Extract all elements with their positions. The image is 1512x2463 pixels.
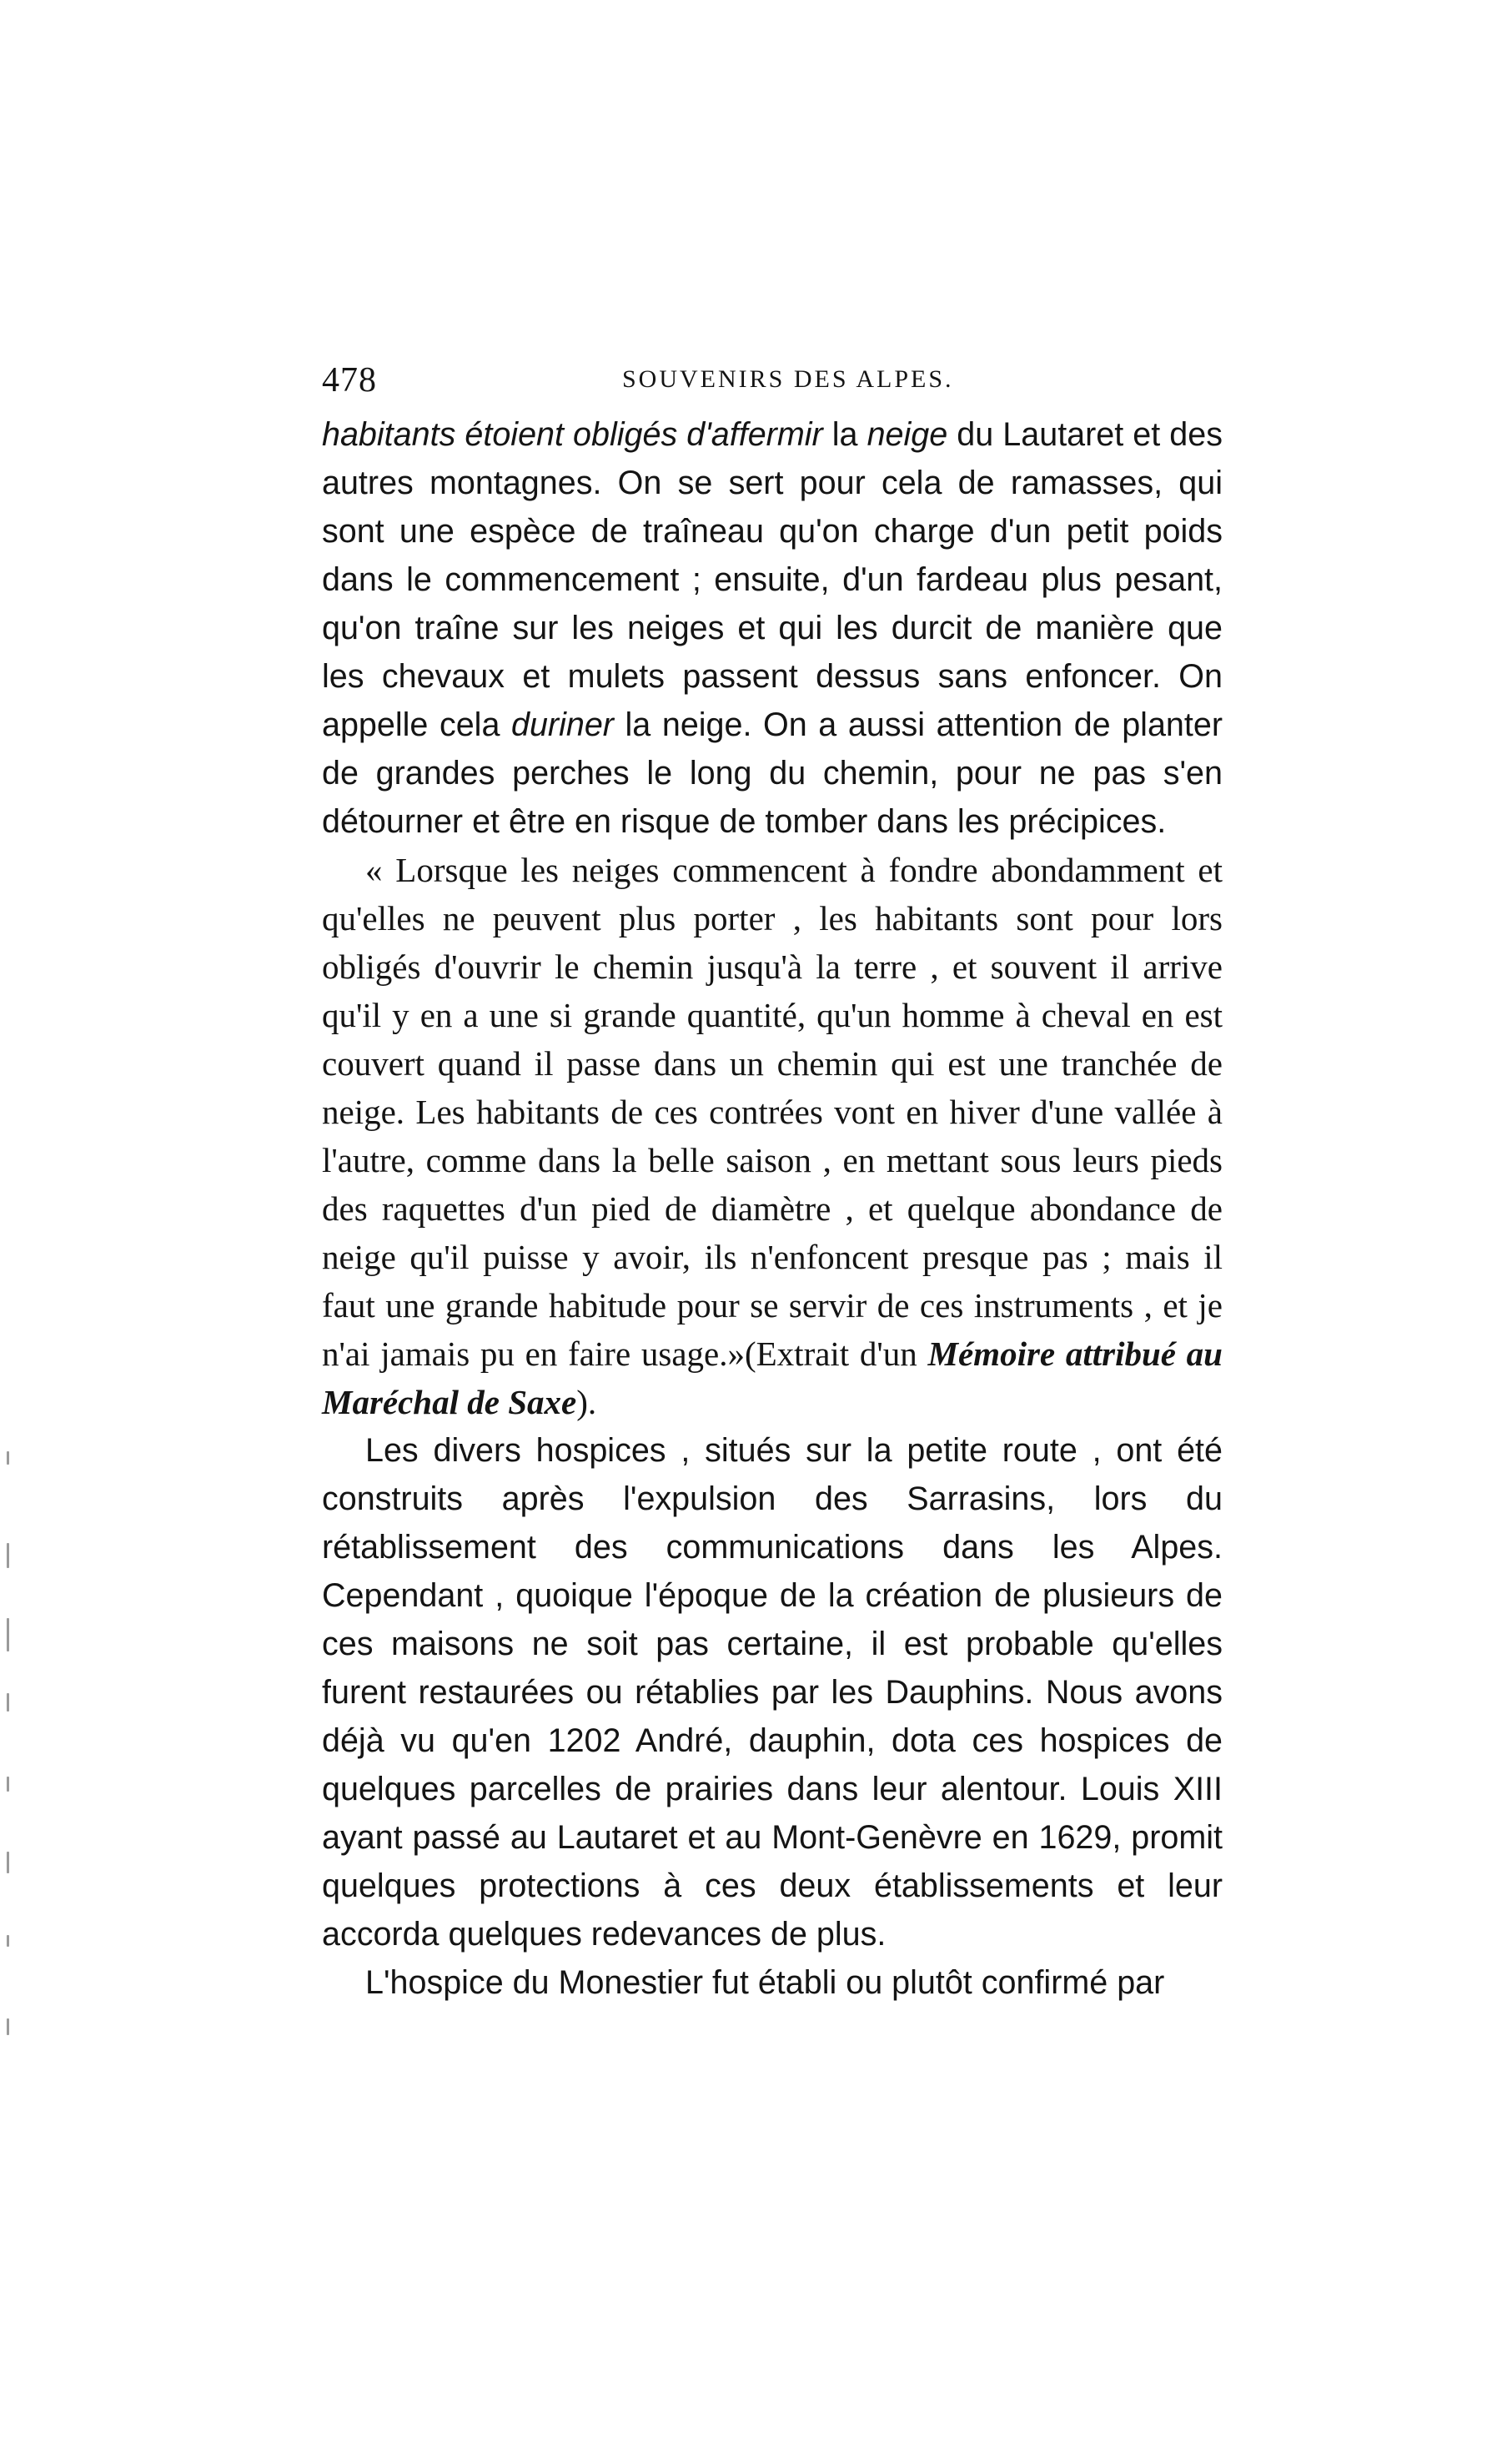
italic-phrase: habitants étoient obligés d'affermir — [322, 416, 823, 453]
margin-scan-marks — [2, 1418, 18, 2169]
scan-mark — [7, 1852, 9, 1873]
italic-word: neige — [867, 416, 948, 453]
page-number: 478 — [322, 361, 377, 400]
scan-mark — [7, 1451, 9, 1465]
paragraph-continued — [322, 410, 1223, 846]
italic-term: duriner — [511, 706, 614, 743]
text-run: la — [822, 416, 867, 453]
running-title: SOUVENIRS DES ALPES. — [622, 365, 954, 393]
paragraph-quotation — [322, 846, 1223, 1426]
text-run: du Lautaret et des autres montagnes. On se sert pour cela de ramasses, qui sont une espèce de traîneau qu'on charge d'un petit poids dans le commencement ; ensuite, d'un fardeau plus pesant, qu'on traîne sur les neiges et qui les durcit de manière que les chevaux et mulets passent dessus sans enfoncer. On appelle cela — [322, 416, 1223, 743]
scan-mark — [7, 2018, 9, 2035]
page-header — [322, 360, 1223, 410]
scan-mark — [7, 1618, 9, 1651]
body-text — [322, 410, 1223, 2007]
text-run: « Lorsque les neiges commencent à fondre abondamment et qu'elles ne peuvent plus porter , les habitants sont pour lors obligés d'ouvrir le chemin jusqu'à la terre , et souvent il arrive qu'il y en a une si grande quantité, qu'un homme à cheval en est couvert quand il passe dans un chemin qui est une tranchée de neige. Les habitants de ces contrées vont en hiver d'une vallée à l'autre, comme dans la belle saison , en mettant sous leurs pieds des raquettes d'un pied de diamètre , et quelque abondance de neige qu'il puisse y avoir, ils n'enfoncent presque pas ; mais il faut une grande habitude pour se servir de ces instruments , et je n'ai jamais pu en faire usage.»(Extrait d'un — [322, 851, 1223, 1373]
text-run: la neige. On a aussi attention de planter de grandes perches le long du chemin, pour ne pas s'en détourner et être en risque de tomber dans les précipices. — [322, 706, 1223, 840]
paragraph-hospices: Les divers hospices , situés sur la petite route , ont été construits après l'expulsion des Sarrasins, lors du rétablissement des communications dans les Alpes. Cependant , quoique l'époque de la création de plusieurs de ces maisons ne soit pas certaine, il est probable qu'elles furent restaurées ou rétablies par les Dauphins. Nous avons déjà vu qu'en 1202 André, dauphin, dota ces hospices de quelques parcelles de prairies dans leur alentour. Louis XIII ayant passé au Lautaret et au Mont-Genèvre en 1629, promit quelques protections à ces deux établissements et leur accorda quelques redevances de plus. — [322, 1432, 1223, 1953]
paragraph-monestier: L'hospice du Monestier fut établi ou plutôt confirmé par — [365, 1964, 1165, 2001]
scan-mark — [7, 1693, 9, 1712]
scan-mark — [7, 1935, 9, 1947]
scan-mark — [7, 1543, 9, 1568]
scan-mark — [7, 1777, 9, 1792]
source-title: Mémoire attribué au Maréchal de Saxe — [322, 1335, 1223, 1421]
text-run: ). — [576, 1383, 597, 1421]
